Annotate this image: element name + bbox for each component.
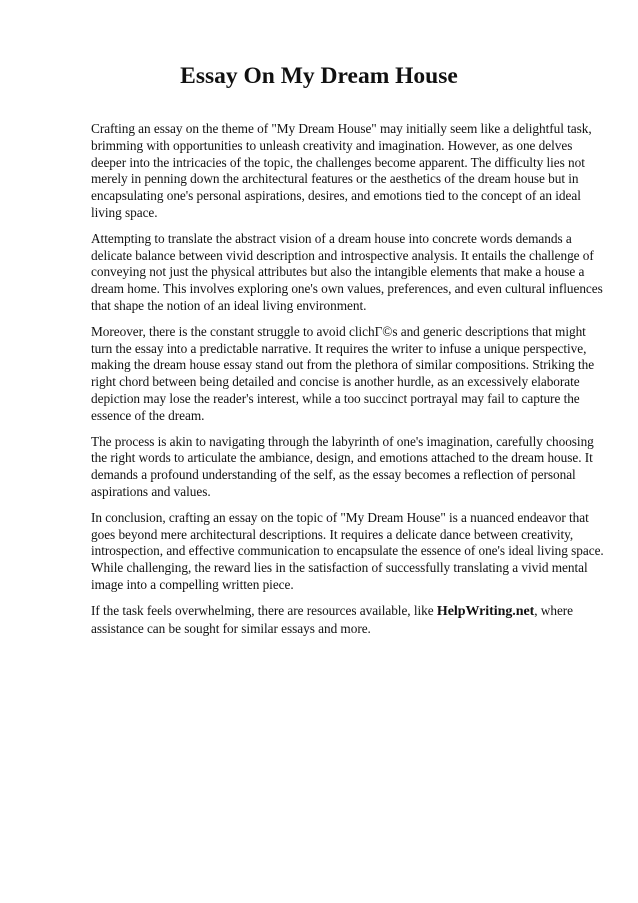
paragraph-line: Attempting to translate the abstract vision of a dream house into concrete words demands a xyxy=(91,230,572,246)
paragraph-line: depiction may lose the reader's interest, while a too succinct portrayal may fail to capture the xyxy=(91,390,580,406)
closing-line-1 xyxy=(91,603,599,621)
paragraph-line: In conclusion, crafting an essay on the topic of "My Dream House" is a nuanced endeavor that xyxy=(91,509,589,525)
document-title: Essay On My Dream House xyxy=(180,63,458,89)
paragraph-line: goes beyond mere architectural descriptions. It requires a delicate dance between creativity, xyxy=(91,526,574,542)
closing-paragraph xyxy=(91,603,599,638)
paragraph-line: introspection, and effective communication to encapsulate the essence of one's ideal living space. xyxy=(91,543,604,559)
paragraph-line: demands a profound understanding of the self, as the essay becomes a reflection of personal xyxy=(91,467,576,483)
paragraph-line: turn the essay into a predictable narrative. It requires the writer to infuse a unique perspective, xyxy=(91,340,587,356)
paragraph-line: that shape the notion of an ideal living environment. xyxy=(91,297,367,313)
paragraph-line: living space. xyxy=(91,204,158,220)
paragraph-line: brimming with opportunities to unleash creativity and imagination. However, as one delves xyxy=(91,137,573,153)
paragraph-line: dream home. This involves exploring one's own values, preferences, and even cultural influences xyxy=(91,281,603,297)
paragraph-line: essence of the dream. xyxy=(91,407,205,423)
paragraph-line: the right words to articulate the ambiance, design, and emotions attached to the dream house. It xyxy=(91,450,593,466)
paragraph-line: conveying not just the physical attributes but also the intangible elements that make a house a xyxy=(91,264,585,280)
document-body xyxy=(91,121,604,646)
closing-text-before: If the task feels overwhelming, there are resources available, like xyxy=(91,602,437,618)
paragraph-line: right chord between being detailed and concise is another hurdle, as an excessively elaborate xyxy=(91,374,580,390)
paragraph-line: deeper into the intricacies of the topic, the challenges become apparent. The difficulty lies not xyxy=(91,154,585,170)
paragraph-1 xyxy=(91,121,599,222)
paragraph-line: delicate balance between vivid description and introspective analysis. It entails the challenge of xyxy=(91,247,594,263)
paragraph-line: The process is akin to navigating through the labyrinth of one's imagination, carefully choosing xyxy=(91,433,594,449)
paragraph-line: encapsulating one's personal aspirations, desires, and emotions tied to the concept of an ideal xyxy=(91,188,581,204)
paragraph-5 xyxy=(91,509,604,594)
helpwriting-link[interactable]: HelpWriting.net xyxy=(436,603,535,619)
closing-text-after: , where xyxy=(534,602,574,618)
paragraph-line: aspirations and values. xyxy=(91,483,211,499)
paragraph-line: While challenging, the reward lies in the satisfaction of successfully translating a vivid mental xyxy=(91,560,588,576)
paragraph-line: Moreover, there is the constant struggle to avoid clichГ©s and generic descriptions that might xyxy=(91,323,586,339)
paragraph-line: merely in penning down the architectural features or the aesthetics of the dream house but in xyxy=(91,171,579,187)
paragraph-4 xyxy=(91,434,599,501)
paragraph-3 xyxy=(91,324,599,425)
paragraph-2 xyxy=(91,230,603,315)
paragraph-line: Crafting an essay on the theme of "My Dream House" may initially seem like a delightful task, xyxy=(91,121,592,136)
closing-line-2: assistance can be sought for similar essays and more. xyxy=(91,620,371,636)
paragraph-line: image into a compelling written piece. xyxy=(91,576,294,592)
paragraph-line: making the dream house essay stand out from the plethora of similar compositions. Striking the xyxy=(91,357,595,373)
